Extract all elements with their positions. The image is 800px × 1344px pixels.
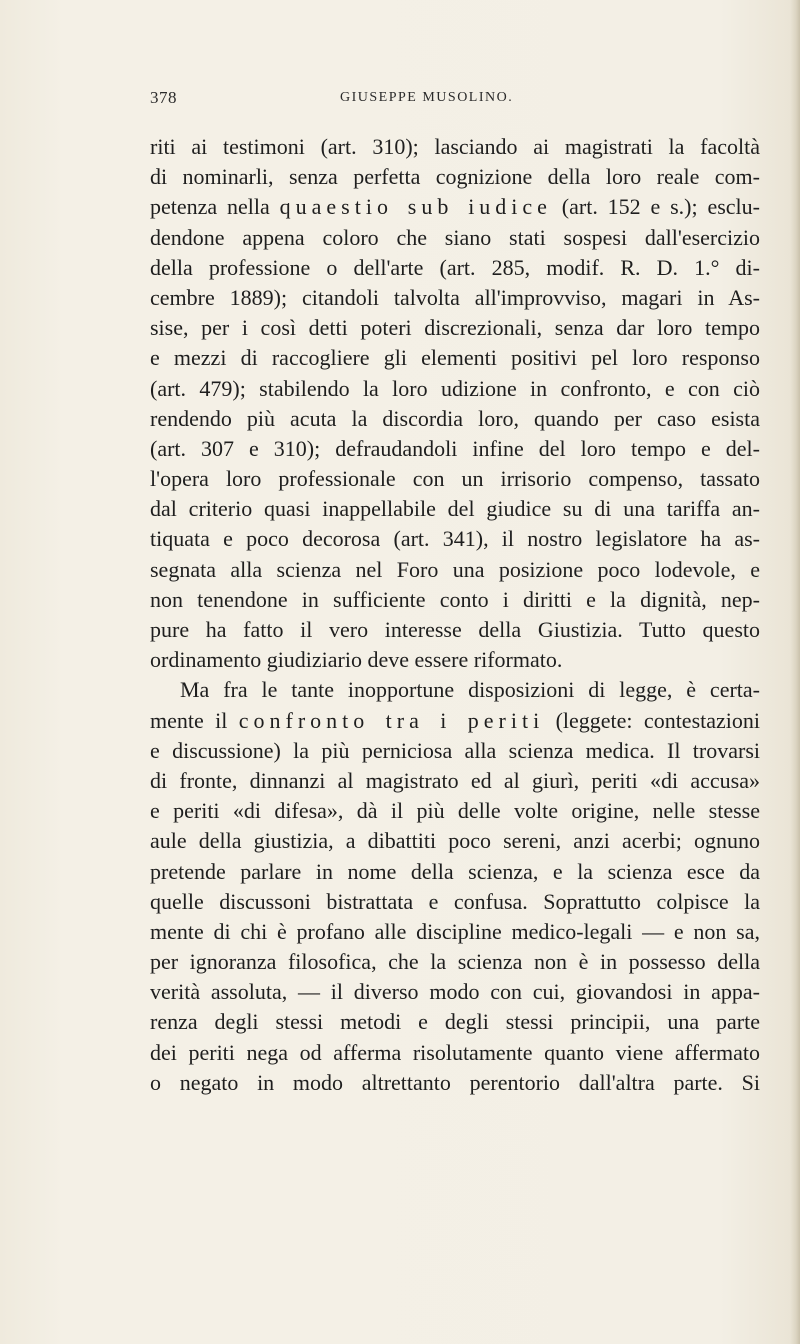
text-line: (art. 307 e 310); defraudandoli infine del loro tempo e del- [150, 435, 760, 461]
text-line [150, 706, 760, 736]
text-line: rendendo più acuta la discordia loro, quando per caso esista [150, 405, 760, 431]
text-line: o negato in modo altrettanto perentorio dall'altra parte. Si [150, 1069, 760, 1095]
paragraph-1 [150, 132, 760, 675]
text-line: riti ai testimoni (art. 310); lasciando ai magistrati la facoltà [150, 134, 760, 159]
text-segment: (leggete: contestazioni [544, 707, 761, 733]
text-line: tiquata e poco decorosa (art. 341), il nostro legislatore ha as- [150, 526, 760, 552]
body-text [150, 132, 760, 1098]
text-line: e periti «di difesa», dà il più delle volte origine, nelle stesse [150, 798, 760, 824]
text-line: e mezzi di raccogliere gli elementi positivi pel loro responso [150, 345, 760, 371]
text-line: aule della giustizia, a dibattiti poco sereni, anzi acerbi; ognuno [150, 828, 760, 854]
page-header [150, 88, 750, 114]
text-segment: petenza nella [150, 194, 280, 220]
text-line: non tenendone in sufficiente conto i diritti e la dignità, nep- [150, 586, 760, 612]
page-edge-shadow [790, 0, 800, 1344]
running-head: GIUSEPPE MUSOLINO. [340, 90, 514, 105]
text-line [150, 192, 760, 222]
text-line: dal criterio quasi inappellabile del giudice su di una tariffa an- [150, 496, 760, 522]
paragraph-2 [150, 675, 760, 1098]
text-line: segnata alla scienza nel Foro una posizione poco lodevole, e [150, 556, 760, 582]
text-line: (art. 479); stabilendo la loro udizione in confronto, e con ciò [150, 375, 760, 401]
text-line: ordinamento giudiziario deve essere riformato. [150, 647, 563, 673]
text-line: Ma fra le tante inopportune disposizioni di legge, è certa- [180, 677, 760, 703]
text-line: sise, per i così detti poteri discrezionali, senza dar loro tempo [150, 315, 760, 341]
text-segment: mente il [150, 707, 239, 733]
text-line: verità assoluta, — il diverso modo con cui, giovandosi in appa- [150, 979, 760, 1005]
text-line: per ignoranza filosofica, che la scienza non è in possesso della [150, 949, 760, 975]
text-line: mente di chi è profano alle discipline medico-legali — e non sa, [150, 918, 760, 944]
spaced-emphasis-phrase: confronto tra i periti [238, 707, 545, 733]
text-line: quelle discussoni bistrattata e confusa. Soprattutto colpisce la [150, 888, 760, 914]
text-line: renza degli stessi metodi e degli stessi principii, una parte [150, 1009, 760, 1035]
text-line: pretende parlare in nome della scienza, e la scienza esce da [150, 858, 760, 884]
text-line: di fronte, dinnanzi al magistrato ed al giurì, periti «di accusa» [150, 767, 760, 793]
text-line: pure ha fatto il vero interesse della Giustizia. Tutto questo [150, 617, 760, 642]
text-line: l'opera loro professionale con un irrisorio compenso, tassato [150, 466, 760, 492]
text-line: e discussione) la più perniciosa alla scienza medica. Il trovarsi [150, 737, 760, 763]
text-line: della professione o dell'arte (art. 285, modif. R. D. 1.° di- [150, 254, 760, 280]
text-line: dendone appena coloro che siano stati sospesi dall'esercizio [150, 224, 760, 250]
text-line: dei periti nega od afferma risolutamente quanto viene affermato [150, 1039, 760, 1065]
page-number: 378 [150, 88, 177, 107]
text-line: cembre 1889); citandoli talvolta all'improvviso, magari in As- [150, 284, 760, 310]
text-line: di nominarli, senza perfetta cognizione della loro reale com- [150, 164, 760, 190]
text-segment: (art. 152 e s.); esclu- [551, 194, 760, 220]
spaced-latin-phrase: quaestio sub iudice [279, 194, 552, 220]
